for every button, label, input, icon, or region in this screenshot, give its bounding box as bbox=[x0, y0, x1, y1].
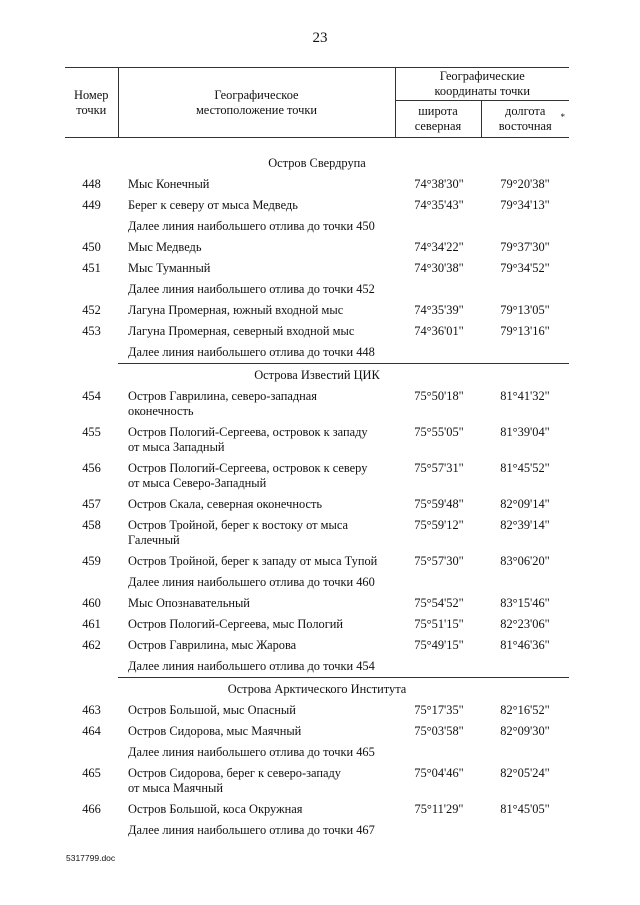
table-row bbox=[65, 458, 569, 494]
point-location: Берег к северу от мыса Медведь bbox=[128, 198, 298, 212]
latitude-value: 75°59'12" bbox=[414, 518, 464, 532]
point-location: Лагуна Промерная, южный входной мыс bbox=[128, 303, 344, 317]
table-row bbox=[65, 258, 569, 279]
longitude-value: 81°46'36" bbox=[500, 638, 550, 652]
latitude-value: 75°49'15" bbox=[414, 638, 464, 652]
continuation-note-row bbox=[65, 742, 569, 763]
latitude-value: 75°03'58" bbox=[414, 724, 464, 738]
continuation-note: Далее линия наибольшего отлива до точки 452 bbox=[128, 282, 375, 296]
point-location: Остров Сидорова, берег к северо-западу от мыса Маячный bbox=[128, 766, 341, 795]
point-number: 464 bbox=[82, 724, 101, 738]
latitude-value: 74°35'39" bbox=[414, 303, 464, 317]
table-body bbox=[65, 138, 569, 842]
point-location: Остров Гаврилина, северо-западная оконечность bbox=[128, 389, 317, 418]
continuation-note: Далее линия наибольшего отлива до точки 465 bbox=[128, 745, 375, 759]
point-location: Мыс Медведь bbox=[128, 240, 202, 254]
table-row bbox=[65, 515, 569, 551]
point-number: 457 bbox=[82, 497, 101, 511]
continuation-note: Далее линия наибольшего отлива до точки 460 bbox=[128, 575, 375, 589]
point-location: Остров Пологий-Сергеева, островок к северу от мыса Северо-Западный bbox=[128, 461, 368, 490]
continuation-note-row bbox=[65, 820, 569, 841]
longitude-value: 81°45'05" bbox=[500, 802, 550, 816]
longitude-value: 79°13'16" bbox=[500, 324, 550, 338]
longitude-value: 79°34'52" bbox=[500, 261, 550, 275]
point-number: 462 bbox=[82, 638, 101, 652]
table-row bbox=[65, 593, 569, 614]
section-heading: Острова Известий ЦИК bbox=[254, 367, 380, 382]
page-number: 23 bbox=[312, 30, 328, 46]
point-number: 448 bbox=[82, 177, 101, 191]
section-heading-row bbox=[65, 152, 569, 174]
table-row bbox=[65, 721, 569, 742]
table-row bbox=[65, 551, 569, 572]
point-location: Остров Тройной, берег к западу от мыса Тупой bbox=[128, 554, 378, 568]
header-longitude: долгота восточная * bbox=[481, 101, 569, 138]
empty-number-cell bbox=[65, 742, 118, 763]
latitude-value: 74°35'43" bbox=[414, 198, 464, 212]
empty-number-cell bbox=[65, 572, 118, 593]
point-number: 454 bbox=[82, 389, 101, 403]
point-location: Остров Гаврилина, мыс Жарова bbox=[128, 638, 297, 652]
table-row bbox=[65, 763, 569, 799]
coordinates-table bbox=[65, 67, 569, 841]
longitude-value: 82°16'52" bbox=[500, 703, 550, 717]
footer-filename: 5317799.doc bbox=[66, 853, 116, 863]
longitude-value: 79°13'05" bbox=[500, 303, 550, 317]
latitude-value: 74°36'01" bbox=[414, 324, 464, 338]
table-row bbox=[65, 386, 569, 422]
longitude-value: 82°09'30" bbox=[500, 724, 550, 738]
empty-number-cell bbox=[65, 820, 118, 841]
point-number: 452 bbox=[82, 303, 101, 317]
latitude-value: 75°50'18" bbox=[414, 389, 464, 403]
point-number: 461 bbox=[82, 617, 101, 631]
point-location: Остров Скала, северная оконечность bbox=[128, 497, 323, 511]
longitude-value: 81°45'52" bbox=[500, 461, 550, 475]
continuation-note-row bbox=[65, 279, 569, 300]
continuation-note-row bbox=[65, 656, 569, 678]
longitude-value: 79°37'30" bbox=[500, 240, 550, 254]
point-location: Остров Пологий-Сергеева, островок к западу от мыса Западный bbox=[128, 425, 368, 454]
table-row bbox=[65, 195, 569, 216]
point-number: 465 bbox=[82, 766, 101, 780]
continuation-note: Далее линия наибольшего отлива до точки 450 bbox=[128, 219, 375, 233]
longitude-value: 83°15'46" bbox=[500, 596, 550, 610]
header-coordinates: Географические координаты точки bbox=[395, 68, 569, 101]
longitude-value: 82°05'24" bbox=[500, 766, 550, 780]
latitude-value: 74°34'22" bbox=[414, 240, 464, 254]
latitude-value: 75°17'35" bbox=[414, 703, 464, 717]
empty-number-cell bbox=[65, 216, 118, 237]
continuation-note: Далее линия наибольшего отлива до точки 467 bbox=[128, 823, 375, 837]
footnote-star: * bbox=[560, 112, 565, 122]
latitude-value: 75°04'46" bbox=[414, 766, 464, 780]
continuation-note-row bbox=[65, 342, 569, 364]
latitude-value: 75°55'05" bbox=[414, 425, 464, 439]
point-number: 463 bbox=[82, 703, 101, 717]
latitude-value: 75°54'52" bbox=[414, 596, 464, 610]
table-row bbox=[65, 799, 569, 820]
table-row bbox=[65, 237, 569, 258]
point-location: Остров Пологий-Сергеева, мыс Пологий bbox=[128, 617, 344, 631]
latitude-value: 74°38'30" bbox=[414, 177, 464, 191]
point-number: 459 bbox=[82, 554, 101, 568]
table-row bbox=[65, 300, 569, 321]
table-row bbox=[65, 494, 569, 515]
header-location: Географическое местоположение точки bbox=[118, 68, 395, 138]
table-row bbox=[65, 635, 569, 656]
table-row bbox=[65, 422, 569, 458]
latitude-value: 75°11'29" bbox=[414, 802, 464, 816]
point-location: Остров Тройной, берег к востоку от мыса Галечный bbox=[128, 518, 348, 547]
table-row bbox=[65, 614, 569, 635]
empty-number-cell bbox=[65, 656, 118, 678]
point-number: 455 bbox=[82, 425, 101, 439]
point-location: Остров Большой, мыс Опасный bbox=[128, 703, 296, 717]
continuation-note: Далее линия наибольшего отлива до точки 454 bbox=[118, 656, 569, 678]
latitude-value: 75°59'48" bbox=[414, 497, 464, 511]
point-location: Лагуна Промерная, северный входной мыс bbox=[128, 324, 355, 338]
continuation-note-row bbox=[65, 572, 569, 593]
point-location: Остров Сидорова, мыс Маячный bbox=[128, 724, 302, 738]
point-location: Мыс Опознавательный bbox=[128, 596, 250, 610]
section-heading-row bbox=[65, 678, 569, 701]
continuation-note: Далее линия наибольшего отлива до точки 448 bbox=[118, 342, 569, 364]
latitude-value: 75°57'30" bbox=[414, 554, 464, 568]
longitude-value: 79°34'13" bbox=[500, 198, 550, 212]
continuation-note-row bbox=[65, 216, 569, 237]
latitude-value: 74°30'38" bbox=[414, 261, 464, 275]
point-number: 460 bbox=[82, 596, 101, 610]
point-location: Остров Большой, коса Окружная bbox=[128, 802, 303, 816]
point-number: 458 bbox=[82, 518, 101, 532]
longitude-value: 82°23'06" bbox=[500, 617, 550, 631]
header-point-number: Номер точки bbox=[65, 68, 118, 138]
longitude-value: 81°41'32" bbox=[500, 389, 550, 403]
longitude-value: 83°06'20" bbox=[500, 554, 550, 568]
latitude-value: 75°57'31" bbox=[414, 461, 464, 475]
latitude-value: 75°51'15" bbox=[414, 617, 464, 631]
point-location: Мыс Туманный bbox=[128, 261, 211, 275]
section-heading-row bbox=[65, 364, 569, 387]
longitude-value: 81°39'04" bbox=[500, 425, 550, 439]
point-number: 451 bbox=[82, 261, 101, 275]
table-row bbox=[65, 700, 569, 721]
section-heading: Остров Свердрупа bbox=[268, 155, 366, 170]
empty-number-cell bbox=[65, 279, 118, 300]
point-number: 450 bbox=[82, 240, 101, 254]
longitude-value: 82°39'14" bbox=[500, 518, 550, 532]
header-latitude: широта северная bbox=[395, 101, 481, 138]
table-spacer bbox=[65, 138, 569, 153]
point-number: 466 bbox=[82, 802, 101, 816]
table-row bbox=[65, 174, 569, 195]
table-row bbox=[65, 321, 569, 342]
section-heading: Острова Арктического Института bbox=[227, 681, 407, 696]
longitude-value: 79°20'38" bbox=[500, 177, 550, 191]
point-number: 453 bbox=[82, 324, 101, 338]
empty-number-cell bbox=[65, 342, 118, 364]
point-number: 456 bbox=[82, 461, 101, 475]
longitude-value: 82°09'14" bbox=[500, 497, 550, 511]
point-number: 449 bbox=[82, 198, 101, 212]
point-location: Мыс Конечный bbox=[128, 177, 210, 191]
